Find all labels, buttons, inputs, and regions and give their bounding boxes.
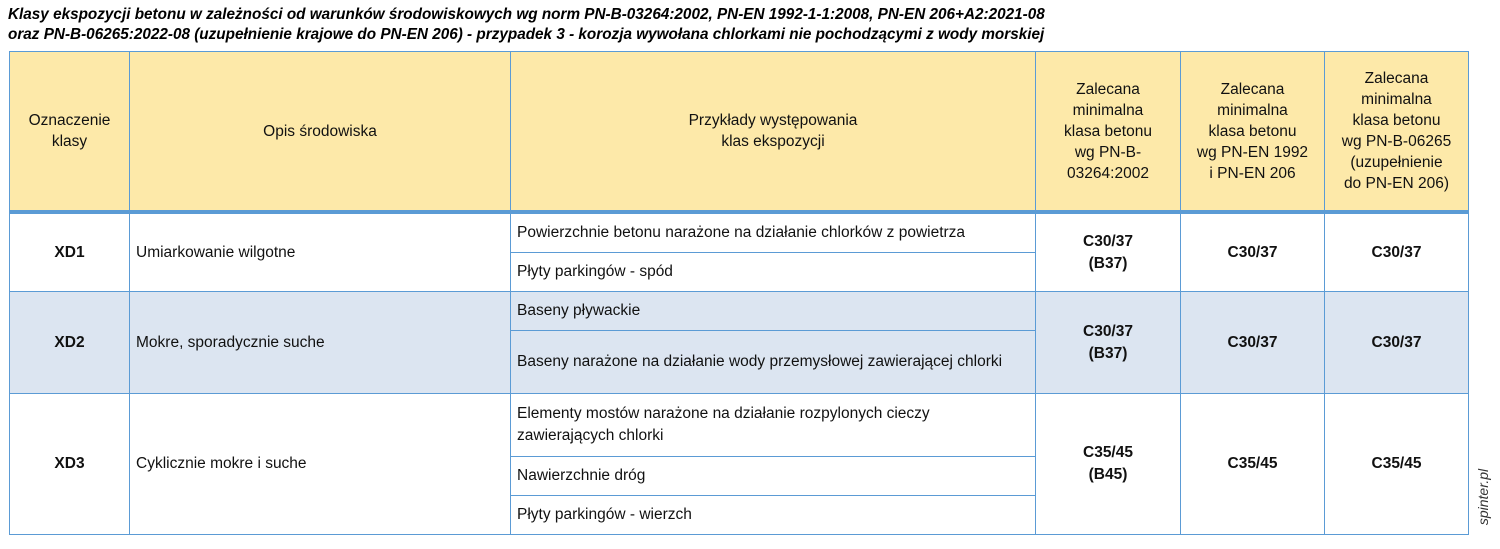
grade-cell: C30/37 (B37): [1036, 212, 1181, 292]
header-class: Oznaczenie klasy: [10, 52, 130, 213]
example-cell: Nawierzchnie dróg: [511, 457, 1036, 496]
example-cell: Elementy mostów narażone na działanie rozpylonych cieczy zawierających chlorki: [511, 394, 1036, 457]
grade-cell: C30/37: [1325, 212, 1469, 292]
grade-cell: C30/37: [1325, 292, 1469, 394]
title-line-1: Klasy ekspozycji betonu w zależności od warunków środowiskowych wg norm PN-B-03264:2002, PN-EN 1992-1-1:2008, PN-EN 206+A2:2021-08: [8, 6, 1045, 23]
header-examples: Przykłady występowania klas ekspozycji: [511, 52, 1036, 213]
exposure-classes-table: [9, 51, 1469, 535]
example-cell: Baseny narażone na działanie wody przemysłowej zawierającej chlorki: [511, 331, 1036, 394]
description-cell: Cyklicznie mokre i suche: [130, 394, 511, 535]
example-cell: Powierzchnie betonu narażone na działanie chlorków z powietrza: [511, 212, 1036, 253]
title-line-2: oraz PN-B-06265:2022-08 (uzupełnienie krajowe do PN-EN 206) - przypadek 3 - korozja wywołana chlorkami nie pochodzącymi z wody morskiej: [8, 26, 1045, 43]
grade-cell: C35/45 (B45): [1036, 394, 1181, 535]
table-row: [10, 394, 1469, 457]
watermark-text: spinter.pl: [1475, 468, 1491, 526]
table-header-row: [10, 52, 1469, 213]
header-description: Opis środowiska: [130, 52, 511, 213]
class-cell: XD3: [10, 394, 130, 535]
grade-cell: C35/45: [1325, 394, 1469, 535]
description-cell: Umiarkowanie wilgotne: [130, 212, 511, 292]
header-grade-pn-en: Zalecana minimalna klasa betonu wg PN-EN 1992 i PN-EN 206: [1181, 52, 1325, 213]
page-title: [8, 5, 1488, 45]
example-cell: Płyty parkingów - spód: [511, 253, 1036, 292]
example-cell: Baseny pływackie: [511, 292, 1036, 331]
header-grade-pn-b-06265: Zalecana minimalna klasa betonu wg PN-B-06265 (uzupełnienie do PN-EN 206): [1325, 52, 1469, 213]
grade-cell: C30/37: [1181, 212, 1325, 292]
class-cell: XD2: [10, 292, 130, 394]
description-cell: Mokre, sporadycznie suche: [130, 292, 511, 394]
header-grade-pn-b-03264: Zalecana minimalna klasa betonu wg PN-B- 03264:2002: [1036, 52, 1181, 213]
class-cell: XD1: [10, 212, 130, 292]
table-row: [10, 292, 1469, 331]
grade-cell: C30/37 (B37): [1036, 292, 1181, 394]
grade-cell: C35/45: [1181, 394, 1325, 535]
example-cell: Płyty parkingów - wierzch: [511, 496, 1036, 535]
table-row: [10, 212, 1469, 253]
watermark: [1472, 452, 1494, 542]
grade-cell: C30/37: [1181, 292, 1325, 394]
